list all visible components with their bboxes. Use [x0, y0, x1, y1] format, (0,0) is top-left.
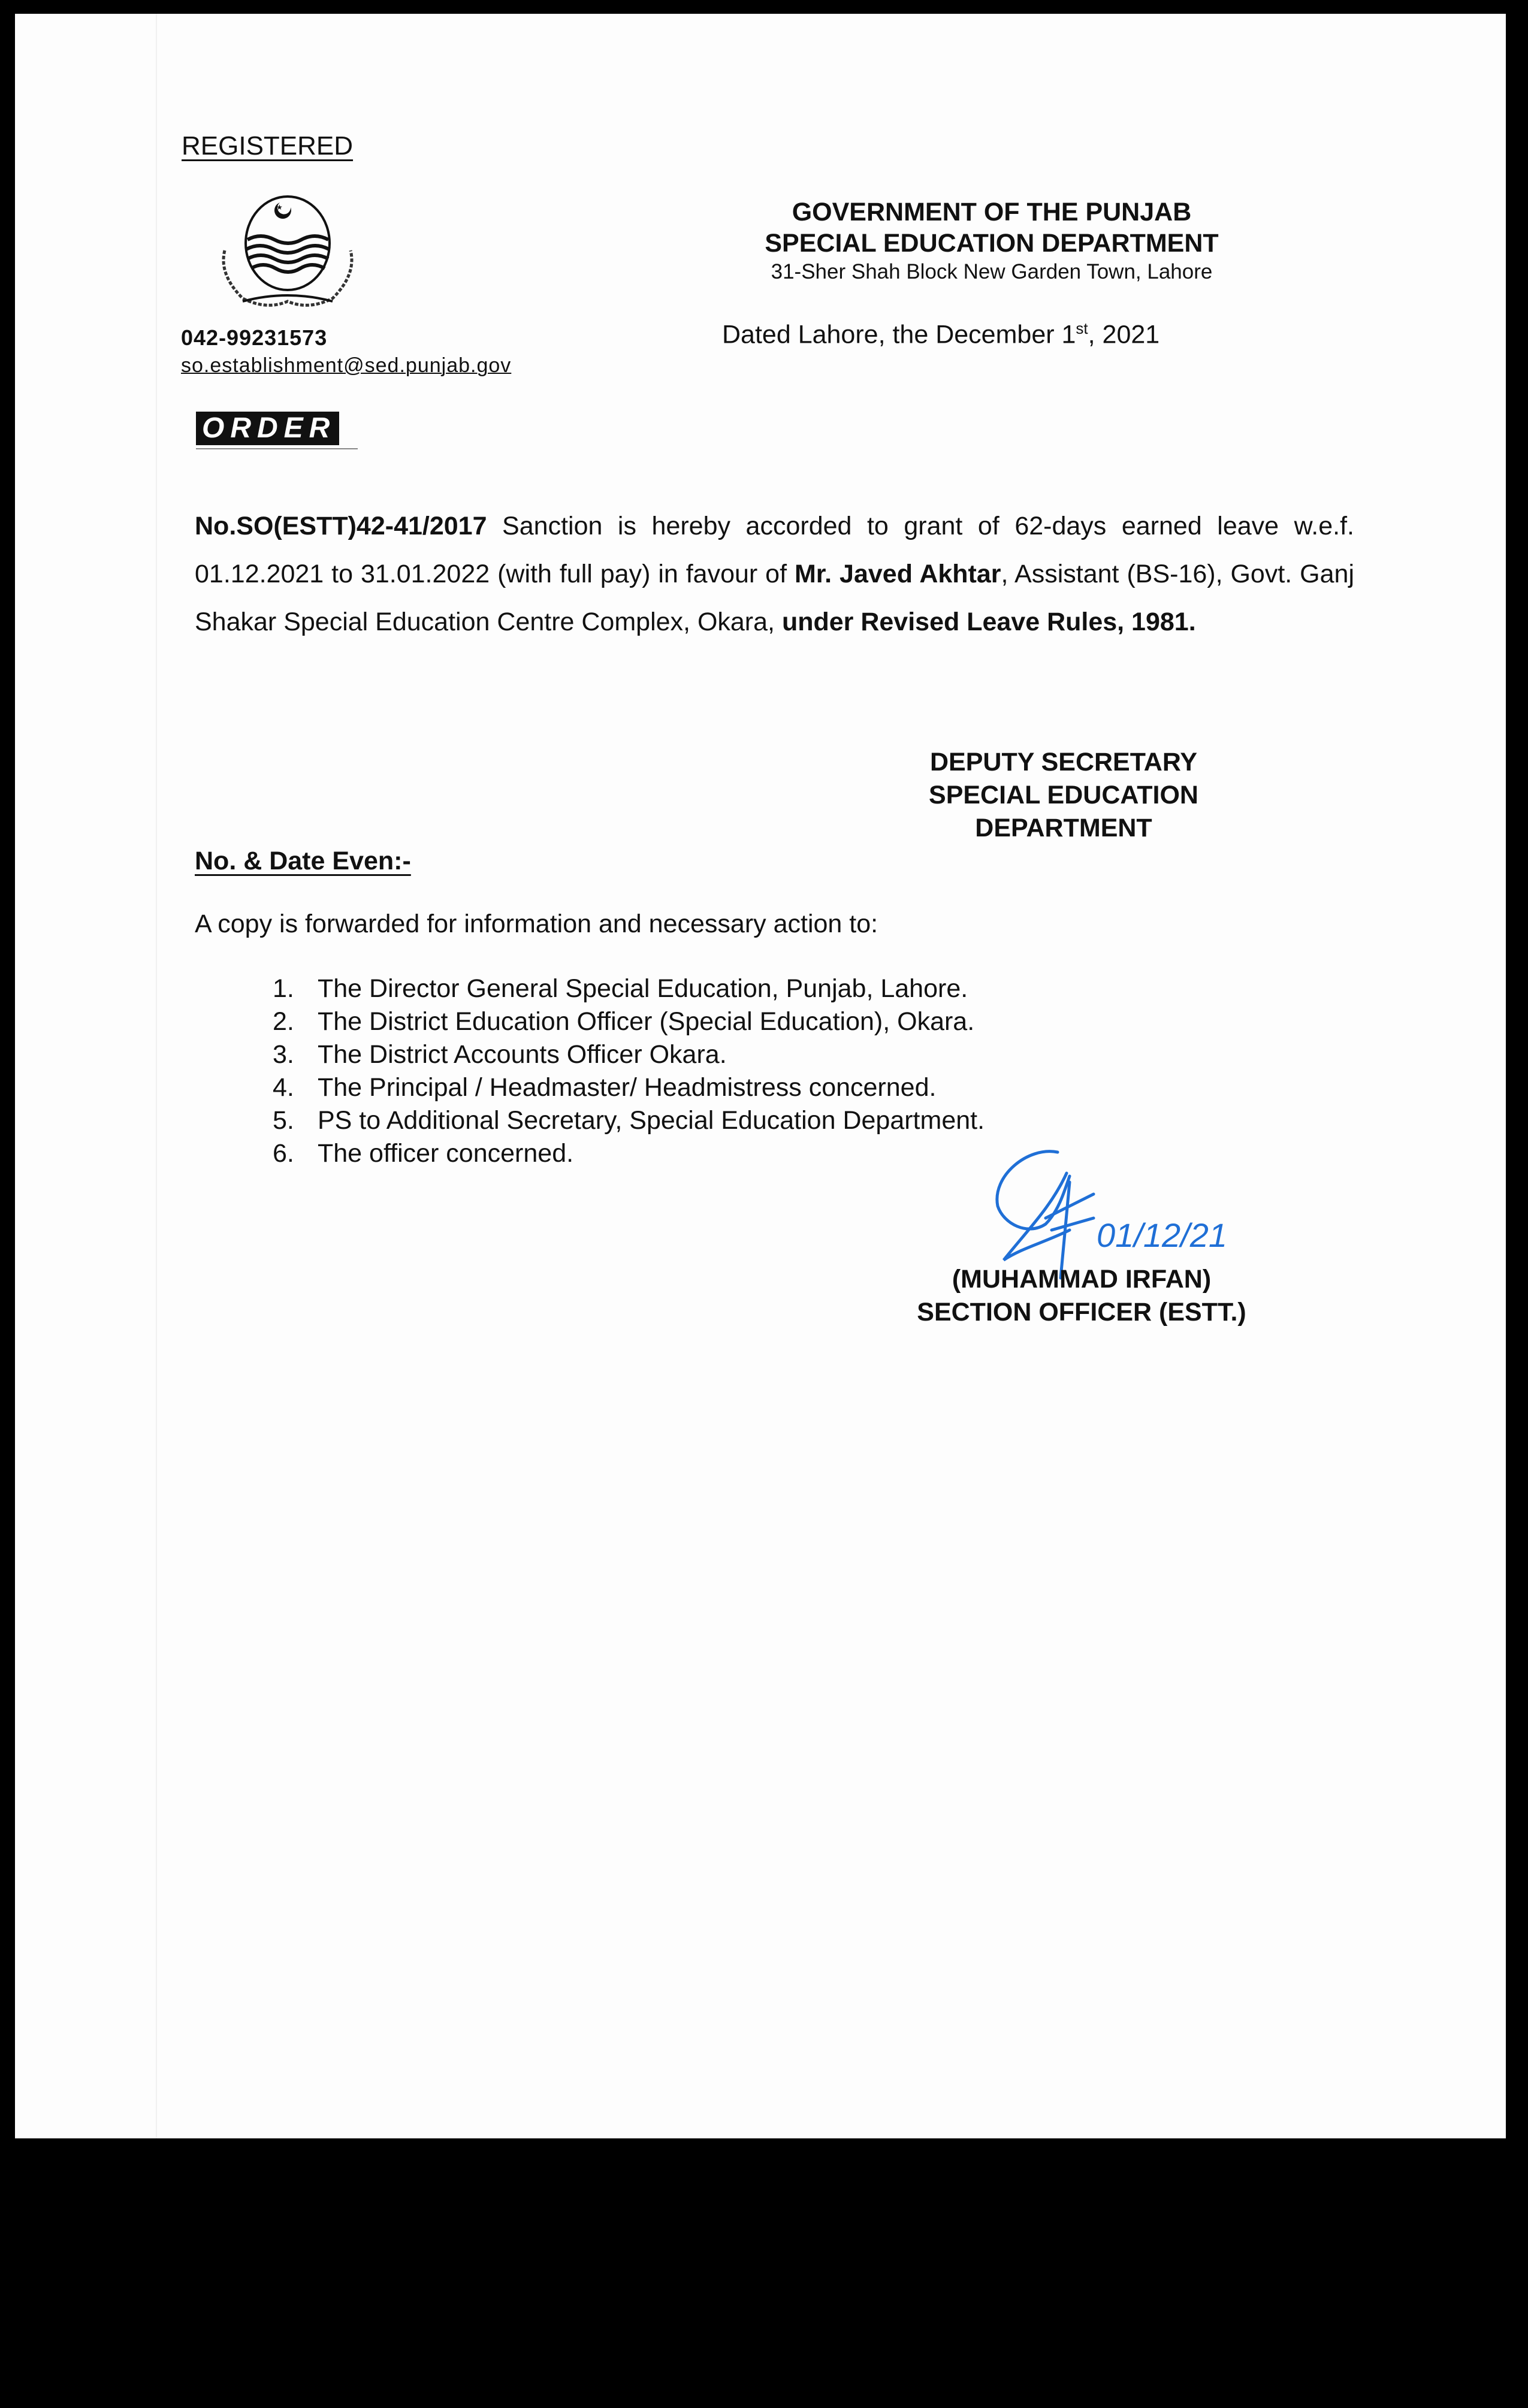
order-text-1: Sanction is hereby accorded to grant of 62-days earned leave w.e.f. 01.12.2021 to 31.01.2022 (with full pay) in favour of: [195, 512, 1354, 588]
order-underline: [196, 448, 358, 449]
letterhead: [707, 197, 1276, 285]
recipient-text: PS to Additional Secretary, Special Education Department.: [318, 1106, 985, 1135]
signatory-name: (MUHAMMAD IRFAN): [952, 1265, 1212, 1294]
recipient-list: [273, 972, 985, 1170]
dated-year: , 2021: [1088, 320, 1160, 349]
recipient-item: [273, 1038, 985, 1071]
department-title: SPECIAL EDUCATION DEPARTMENT: [765, 229, 1219, 258]
document-page: [15, 14, 1506, 2138]
email-link[interactable]: so.establishment@sed.punjab.gov: [181, 354, 512, 377]
department-address: 31-Sher Shah Block New Garden Town, Lahore: [771, 260, 1213, 283]
scan-fold-line: [156, 14, 157, 2138]
recipient-number: 1.: [273, 974, 294, 1003]
endorsement-heading: No. & Date Even:-: [195, 847, 411, 875]
signature-icon: [956, 1140, 1227, 1284]
recipient-text: The District Accounts Officer Okara.: [318, 1040, 727, 1069]
authority-line-3: DEPARTMENT: [975, 814, 1152, 842]
recipient-item: [273, 972, 985, 1005]
recipient-number: 6.: [273, 1139, 294, 1168]
signatory-designation: SECTION OFFICER (ESTT.): [917, 1298, 1246, 1327]
recipient-item: [273, 1005, 985, 1038]
order-heading: ORDER: [196, 412, 339, 445]
authority-line-1: DEPUTY SECRETARY: [930, 748, 1197, 777]
copy-intro: A copy is forwarded for information and necessary action to:: [195, 910, 878, 938]
signature-date: 01/12/21: [1097, 1216, 1227, 1254]
registered-label: REGISTERED: [182, 131, 354, 161]
punjab-emblem-icon: [201, 179, 375, 313]
recipient-text: The officer concerned.: [318, 1139, 574, 1168]
recipient-item: [273, 1071, 985, 1104]
dated-line: [722, 319, 1159, 349]
order-body: [195, 502, 1354, 646]
dated-prefix: Dated Lahore, the December 1: [722, 320, 1076, 349]
signatory-block: [872, 1263, 1291, 1329]
recipient-item: [273, 1104, 985, 1137]
phone-number: 042-99231573: [181, 325, 328, 350]
order-reference: No.SO(ESTT)42-41/2017: [195, 512, 487, 540]
recipient-text: The District Education Officer (Special Education), Okara.: [318, 1007, 975, 1036]
recipient-text: The Director General Special Education, Punjab, Lahore.: [318, 974, 968, 1003]
recipient-number: 4.: [273, 1073, 294, 1102]
recipient-number: 5.: [273, 1106, 294, 1135]
authority-block: [878, 746, 1249, 845]
authority-line-2: SPECIAL EDUCATION: [929, 781, 1198, 809]
employee-name: Mr. Javed Akhtar: [794, 560, 1001, 588]
recipient-number: 2.: [273, 1007, 294, 1036]
order-text-2: , Assistant (BS-16), Govt. Ganj Shakar Special Education Centre Complex, Okara,: [195, 560, 1354, 636]
dated-ordinal: st: [1076, 319, 1088, 337]
recipient-number: 3.: [273, 1040, 294, 1069]
leave-rules: under Revised Leave Rules, 1981.: [781, 608, 1196, 636]
recipient-text: The Principal / Headmaster/ Headmistress concerned.: [318, 1073, 937, 1102]
government-title: GOVERNMENT OF THE PUNJAB: [792, 198, 1192, 226]
svg-text:★: ★: [276, 203, 283, 212]
recipient-item: [273, 1137, 985, 1170]
